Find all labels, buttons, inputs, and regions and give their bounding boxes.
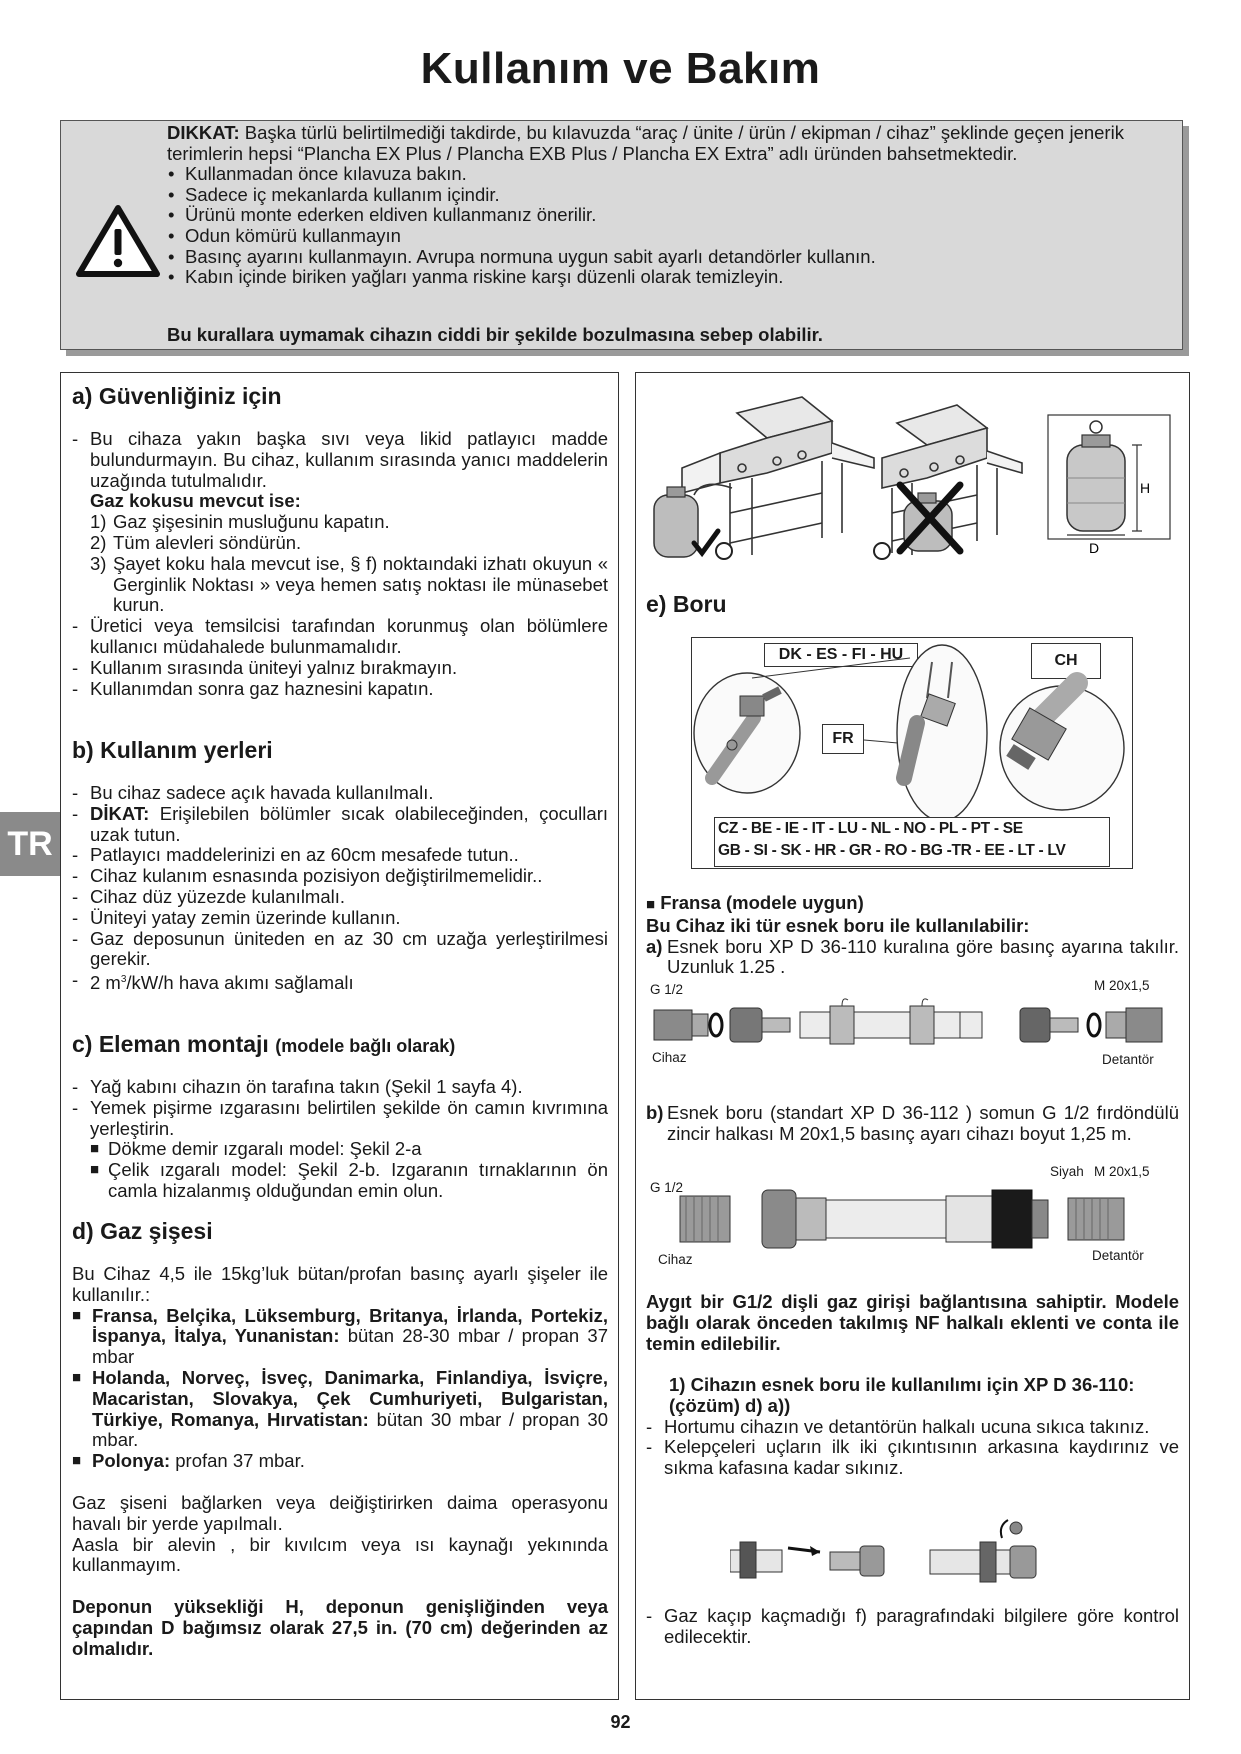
section-d-para2: Aasla bir alevin , bir kıvılcım veya ısı kaynağı yekınında kullanmayım. bbox=[72, 1533, 608, 1576]
fitting-part bbox=[1050, 1018, 1078, 1032]
g12-connection-text: Aygıt bir G1/2 dişli gaz girişi bağlantısına sahiptir. Modele bağlı olarak önceden takılmış NF halkalı eklenti ve conta ile temin edilebilir. bbox=[646, 1291, 1179, 1354]
country-group bbox=[72, 1368, 608, 1451]
g12-connection-note bbox=[646, 1292, 1179, 1354]
hose-b-text: Esnek boru (standart XP D 36-112 ) somun G 1/2 fırdöndülü zincir halkası M 20x1,5 basınç ayarı cihazı boyut 1,25 m. bbox=[667, 1102, 1179, 1144]
step1-item: - Kelepçeleri uçların ilk iki çıkıntısının arkasına kaydırınız ve sıkma kafasına kadar sıkınız. bbox=[646, 1437, 1179, 1479]
nut-part bbox=[762, 1190, 796, 1248]
fitting-part bbox=[762, 1018, 790, 1032]
step-item bbox=[90, 512, 608, 533]
step-text: Gaz şişesinin musluğunu kapatın. bbox=[113, 511, 390, 533]
clamp-screw bbox=[842, 999, 928, 1006]
fitting-part bbox=[730, 1008, 762, 1042]
fig-a-cihaz-label: Cihaz bbox=[652, 1050, 687, 1065]
country-group-spec: profan 37 mbar. bbox=[170, 1450, 305, 1472]
connector-fr-icon bbox=[897, 645, 987, 818]
fitting-part bbox=[692, 1014, 708, 1036]
language-tab: TR bbox=[0, 812, 60, 876]
airflow-sup: 3 bbox=[120, 974, 127, 986]
seal-ring-icon bbox=[1088, 1014, 1100, 1036]
section-c-title bbox=[72, 1031, 455, 1058]
fig-a-g12-label: G 1/2 bbox=[650, 982, 684, 997]
warning-item: • Odun kömürü kullanmayın bbox=[167, 226, 1142, 247]
warning-item: • Basınç ayarını kullanmayın. Avrupa normuna uygun sabit ayarlı detandörler kullanın. bbox=[167, 247, 1142, 268]
section-b-item: - Cihaz düz yüzezde kulanılmalı. bbox=[72, 887, 608, 908]
section-b-title: b) Kullanım yerleri bbox=[72, 737, 273, 763]
fitting-part bbox=[680, 1196, 730, 1242]
section-b-item: - Gaz deposunun üniteden en az 30 cm uzağa yerleştirilmesi gerekir. bbox=[72, 929, 608, 971]
clamp-step2 bbox=[930, 1520, 1036, 1582]
warning-footer: Bu kurallara uymamak cihazın ciddi bir şekilde bozulmasına sebep olabilir. bbox=[167, 324, 823, 345]
fitting-part bbox=[654, 1010, 692, 1040]
country-code-list bbox=[714, 817, 1110, 867]
country-group-names: Polonya: bbox=[92, 1450, 171, 1472]
grill-model-list bbox=[72, 1139, 608, 1201]
section-e-title: e) Boru bbox=[646, 591, 727, 617]
gas-bottle-correct bbox=[654, 487, 698, 557]
section-c-title-note: (modele bağlı olarak) bbox=[275, 1036, 456, 1056]
square-bullet-icon: ■ bbox=[646, 896, 656, 913]
warning-lead-label: DIKKAT: bbox=[167, 122, 240, 143]
france-title-row bbox=[646, 893, 1179, 916]
black-nut-part bbox=[992, 1190, 1032, 1248]
hose-part bbox=[800, 1012, 960, 1038]
warning-item: • Kabın içinde biriken yağları yanma riskine karşı düzenli olarak temizleyin. bbox=[167, 267, 1142, 288]
step-item bbox=[90, 533, 608, 554]
section-a-title: a) Güvenliğiniz için bbox=[72, 383, 282, 409]
step-item bbox=[90, 554, 608, 616]
section-a-item: - Kullanım sırasında üniteyi yalnız bırakmayın. bbox=[72, 658, 608, 679]
step1-list bbox=[646, 1417, 1179, 1479]
fig-a-m20-label: M 20x1,5 bbox=[1094, 978, 1150, 993]
transparent-sleeve bbox=[946, 1196, 992, 1242]
hose-connector-figure bbox=[691, 637, 1133, 869]
fig-b-detantor-label: Detantör bbox=[1092, 1248, 1144, 1263]
section-a-item1-text: Bu cihaza yakın başka sıvı veya likid patlayıcı madde bulundurmayın. Bu cihaz, kullanım sırasında yanıcı maddelerin uzağında tutulmalıdır. bbox=[90, 428, 608, 491]
airflow-post: /kW/h hava akımı sağlamalı bbox=[126, 972, 354, 994]
page-title: Kullanım ve Bakım bbox=[420, 44, 821, 93]
fig-b-g12-label: G 1/2 bbox=[650, 1180, 684, 1195]
section-d-title: d) Gaz şişesi bbox=[72, 1218, 213, 1244]
section-c-item: - Yemek pişirme ızgarasını belirtilen şekilde ön camın kıvrımına yerleştirin. bbox=[72, 1098, 608, 1140]
leak-check-item: - Gaz kaçıp kaçmadığı f) paragrafındaki bilgilere göre kontrol edilecektir. bbox=[646, 1606, 1179, 1648]
page-number: 92 bbox=[610, 1712, 631, 1732]
hose-a-figure bbox=[650, 978, 1180, 1068]
section-a-item: - Üretici veya temsilcisi tarafından korunmuş olan bölümlere kullanıcı müdahalede bulunmamalıdır. bbox=[72, 616, 608, 658]
warning-item: • Sadece iç mekanlarda kullanım içindir. bbox=[167, 185, 1142, 206]
gas-bottle-placement-figure bbox=[642, 383, 1182, 573]
section-c-body bbox=[72, 1077, 608, 1202]
warning-triangle-icon bbox=[75, 203, 161, 279]
clamp-part bbox=[830, 1006, 854, 1044]
warning-item: • Kullanmadan önce kılavuza bakın. bbox=[167, 164, 1142, 185]
section-d-para1: Gaz şiseni bağlarken veya deiğiştirirken daima operasyonu havalı bir yerde yapılmalı. bbox=[72, 1491, 608, 1534]
step-text: Tüm alevleri söndürün. bbox=[113, 531, 302, 553]
section-b-item2-label: DİKAT: bbox=[90, 802, 150, 824]
hose-a-drawing bbox=[650, 996, 1180, 1052]
warning-text bbox=[167, 123, 1142, 288]
section-a-item: - Kullanımdan sonra gaz haznesini kapatın. bbox=[72, 679, 608, 700]
gas-smell-title: Gaz kokusu mevcut ise: bbox=[90, 490, 301, 512]
section-d-bold-para: Deponun yüksekliği H, deponun genişliğinden veya çapından D bağımsız olarak 27,5 in. (70 cm) değerinden az olmalıdır. bbox=[72, 1596, 608, 1659]
warning-box bbox=[60, 120, 1183, 350]
section-b-item bbox=[72, 970, 608, 994]
wheel-icon bbox=[716, 543, 732, 559]
fitting-part bbox=[1032, 1200, 1048, 1238]
hose-b-figure bbox=[650, 1160, 1180, 1270]
hose-a-text: Esnek boru XP D 36-110 kuralına göre basınç ayarına takılır. Uzunluk 1.25 . bbox=[667, 935, 1179, 978]
country-group-names: Holanda, Norveç, İsveç, Danimarka, Finlandiya, İsviçre, Macaristan, Slovakya, Çek Cumhuriyeti, Bulgaristan, Türkiye, Romanya, Hırvatistan: bbox=[92, 1366, 608, 1430]
clamp-part bbox=[910, 1006, 934, 1044]
wheel-icon bbox=[874, 543, 890, 559]
clamp-tightening-figure bbox=[730, 1512, 1050, 1596]
hose-b-drawing bbox=[650, 1186, 1180, 1252]
section-a-item bbox=[72, 429, 608, 512]
step1-item: - Hortumu cihazın ve detantörün halkalı ucuna sıkıca takınız. bbox=[646, 1417, 1179, 1438]
fig-b-siyah-label: Siyah bbox=[1050, 1164, 1084, 1179]
section-b-item: - Cihaz kulanım esnasında pozisiyon değiştirilmemelidir.. bbox=[72, 866, 608, 887]
tag-ch: CH bbox=[1031, 643, 1101, 679]
connector-dk-icon bbox=[694, 673, 800, 793]
fitting-part bbox=[796, 1198, 826, 1240]
section-c-item: - Yağ kabını cihazın ön tarafına takın (Şekil 1 sayfa 4). bbox=[72, 1077, 608, 1098]
country-group-spec: bütan 28-30 mbar / propan 37 mbar bbox=[92, 1325, 609, 1368]
hose-usage-steps bbox=[646, 1375, 1179, 1479]
grill-correct-figure bbox=[682, 397, 874, 555]
hose-type-b bbox=[646, 1103, 1179, 1145]
section-b-body bbox=[72, 783, 608, 994]
section-a-body bbox=[72, 429, 608, 699]
fig-b-cihaz-label: Cihaz bbox=[658, 1252, 693, 1267]
hose-type-a bbox=[646, 937, 1179, 979]
rotate-arrow-icon bbox=[1001, 1520, 1008, 1538]
section-c-title-text: c) Eleman montajı bbox=[72, 1031, 269, 1057]
warning-list bbox=[167, 164, 1142, 288]
hose-type-b-row bbox=[646, 1103, 1179, 1145]
left-column bbox=[60, 372, 619, 1700]
seal-ring-icon bbox=[710, 1014, 722, 1036]
fig-a-detantor-label: Detantör bbox=[1102, 1052, 1154, 1067]
fig-b-m20-label: M 20x1,5 bbox=[1094, 1164, 1150, 1179]
fitting-part bbox=[1020, 1008, 1050, 1042]
section-b-item: - Patlayıcı maddelerinizi en az 60cm mesafede tutun.. bbox=[72, 845, 608, 866]
hose-b-label: b) bbox=[646, 1102, 664, 1123]
connector-ch-icon bbox=[1000, 683, 1124, 810]
warning-item: • Ürünü monte ederken eldiven kullanmanız önerilir. bbox=[167, 205, 1142, 226]
tag-fr: FR bbox=[822, 724, 864, 754]
section-b-item: - Bu cihaz sadece açık havada kullanılmalı. bbox=[72, 783, 608, 804]
step-number: 3) bbox=[90, 552, 107, 574]
section-b-item: - Üniteyi yatay zemin üzerinde kullanın. bbox=[72, 908, 608, 929]
gas-smell-steps bbox=[72, 512, 608, 616]
hose-part bbox=[826, 1200, 946, 1238]
country-group-names: Fransa, Belçika, Lüksemburg, Britanya, İrlanda, Portekiz, İspanya, İtalya, Yunanistan: bbox=[92, 1304, 608, 1347]
step-number: 1) bbox=[90, 511, 107, 533]
fitting-part bbox=[1126, 1008, 1162, 1042]
step-number: 2) bbox=[90, 531, 107, 553]
step-text: Şayet koku hala mevcut ise, § f) noktaındaki izhatı okuyun « Gerginlik Noktası » veya hemen satış noktası ile münasebet kurun. bbox=[113, 552, 608, 616]
country-group bbox=[72, 1451, 608, 1472]
france-subtitle: Bu Cihaz iki tür esnek boru ile kullanılabilir: bbox=[646, 914, 1030, 936]
france-title: Fransa (modele uygun) bbox=[660, 892, 864, 913]
section-d-body bbox=[72, 1264, 608, 1660]
bottle-label-h: H bbox=[1140, 480, 1151, 496]
step1-title: 1) Cihazın esnek boru ile kullanılımı için XP D 36-110: (çözüm) d) a)) bbox=[669, 1374, 1135, 1416]
grill-model-item: ■ Dökme demir ızgaralı model: Şekil 2-a bbox=[90, 1139, 608, 1160]
hose-a-label: a) bbox=[646, 935, 663, 957]
grill-model-item: ■ Çelik ızgaralı model: Şekil 2-b. Izgaranın tırnaklarının ön camla hizalanmış olduğundan emin olun. bbox=[90, 1160, 608, 1202]
france-section bbox=[646, 893, 1179, 978]
country-group-spec: bütan 30 mbar / propan 30 mbar. bbox=[92, 1408, 609, 1451]
tag-dk-es-fi-hu: DK - ES - FI - HU bbox=[764, 643, 918, 667]
bottle-label-d: D bbox=[1089, 540, 1100, 556]
country-group bbox=[72, 1306, 608, 1368]
hose-part bbox=[960, 1012, 982, 1038]
airflow-pre: 2 m bbox=[90, 972, 121, 994]
country-group-list bbox=[72, 1306, 608, 1472]
country-codes-line1: CZ - BE - IE - IT - LU - NL - NO - PL - PT - SE bbox=[718, 820, 1023, 837]
clamp-step1 bbox=[730, 1542, 884, 1578]
section-d-intro: Bu Cihaz 4,5 ile 15kg’luk bütan/profan basınç ayarlı şişeler ile kullanılır.: bbox=[72, 1263, 608, 1305]
country-codes-line2: GB - SI - SK - HR - GR - RO - BG -TR - EE - LT - LV bbox=[718, 842, 1066, 859]
connector-drawings bbox=[692, 638, 1134, 818]
warning-lead-text: Başka türlü belirtilmediği takdirde, bu kılavuzda “araç / ünite / ürün / ekipman / cihaz” şeklinde geçen jenerik terimlerin hepsi “Plancha EX Plus / Plancha EXB Plus / Plancha EX Extra” adlı üründen bahsetmektedir. bbox=[167, 122, 1124, 164]
fitting-part bbox=[1106, 1012, 1126, 1038]
section-b-item bbox=[72, 804, 608, 846]
leak-check-note bbox=[646, 1606, 1179, 1648]
section-b-item2-text: Erişilebilen bölümler sıcak olabileceğinden, çoculları uzak tutun. bbox=[90, 802, 608, 845]
